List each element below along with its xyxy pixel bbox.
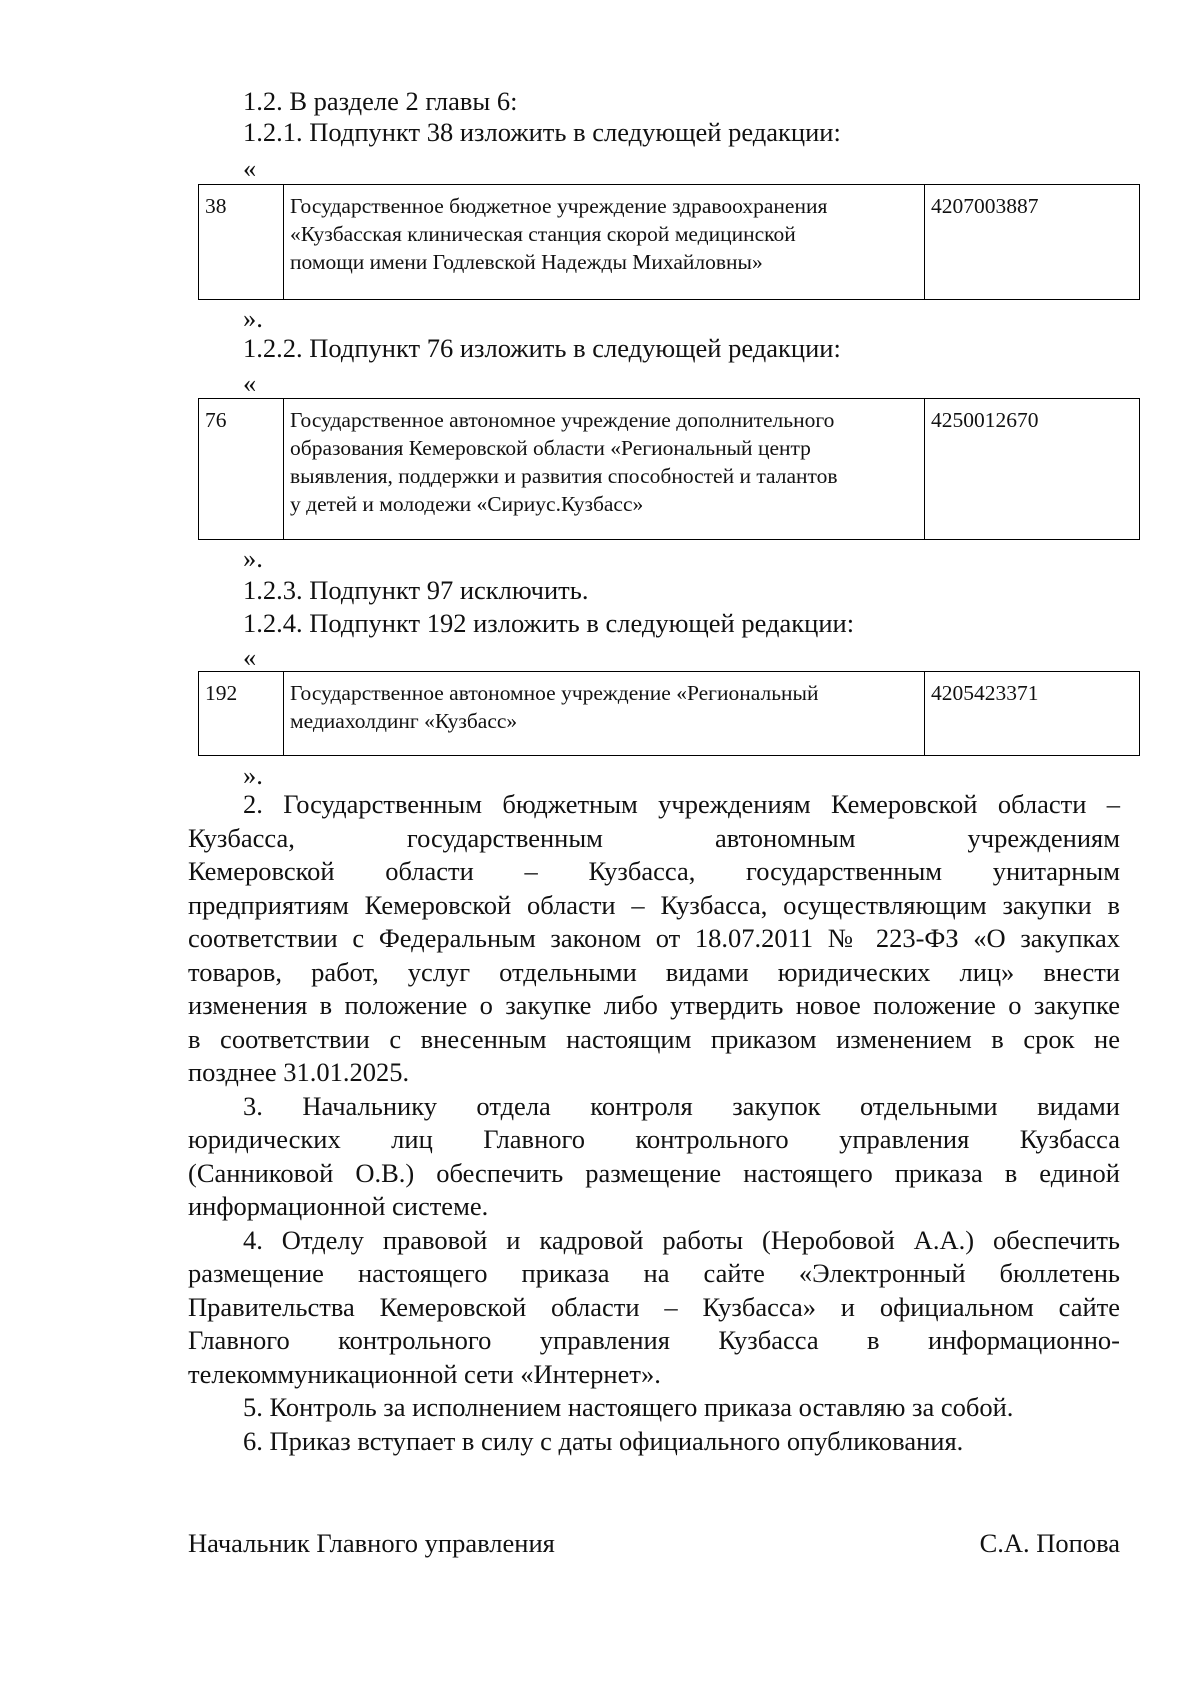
entry-line: «Кузбасская клиническая станция скорой медицинской [290, 222, 796, 246]
paragraph-line: в соответствии с внесенным настоящим приказом изменением в срок не [188, 1023, 1120, 1054]
section-1-2-4: 1.2.4. Подпункт 192 изложить в следующей редакции: [243, 608, 855, 638]
paragraph-line: изменения в положение о закупке либо утвердить новое положение о закупке [188, 990, 1120, 1020]
paragraph-line: Правительства Кемеровской области – Кузбасса» и официальном сайте [188, 1291, 1120, 1322]
paragraph-line: предприятиям Кемеровской области – Кузбасса, осуществляющим закупки в [188, 889, 1120, 920]
section-1-2-2: 1.2.2. Подпункт 76 изложить в следующей редакции: [243, 333, 841, 363]
close-quote: ». [243, 303, 263, 333]
paragraph-line: размещение настоящего приказа на сайте «Электронный бюллетень [188, 1258, 1120, 1288]
entry-table-38 [198, 184, 1140, 300]
paragraph-line: (Санниковой О.В.) обеспечить размещение настоящего приказа в единой [188, 1157, 1120, 1188]
entry-number: 38 [199, 185, 284, 300]
entry-line: выявления, поддержки и развития способностей и талантов [290, 464, 838, 488]
paragraph-line: юридических лиц Главного контрольного управления Кузбасса [188, 1124, 1120, 1154]
signatory-position: Начальник Главного управления [188, 1528, 555, 1558]
paragraph-line: 2. Государственным бюджетным учреждениям Кемеровской области – [243, 789, 1120, 819]
entry-line: медиахолдинг «Кузбасс» [290, 709, 518, 733]
signatory-name: С.А. Попова [979, 1528, 1120, 1558]
paragraph-line: Кемеровской области – Кузбасса, государственным унитарным [188, 856, 1120, 886]
paragraph-line: позднее 31.01.2025. [188, 1057, 410, 1087]
entry-line: помощи имени Годлевской Надежды Михайловны» [290, 250, 763, 274]
open-quote: « [243, 368, 257, 398]
close-quote: ». [243, 760, 263, 790]
paragraph-line: информационной системе. [188, 1191, 489, 1221]
paragraph-2 [188, 788, 1120, 1458]
open-quote: « [243, 153, 257, 183]
entry-table-192 [198, 671, 1140, 756]
section-1-2-1: 1.2.1. Подпункт 38 изложить в следующей редакции: [243, 117, 841, 147]
entry-table-76 [198, 398, 1140, 540]
paragraph-line: товаров, работ, услуг отдельными видами юридических лиц» внести [188, 956, 1120, 987]
paragraph-line: соответствии с Федеральным законом от 18.07.2011 № 223-ФЗ «О закупках [188, 923, 1120, 953]
paragraph-5: 5. Контроль за исполнением настоящего приказа оставляю за собой. [243, 1392, 1014, 1422]
entry-number: 192 [199, 672, 284, 756]
entry-inn: 4207003887 [925, 185, 1140, 300]
open-quote: « [243, 642, 257, 672]
paragraph-line: Кузбасса, государственным автономным учреждениям [188, 822, 1120, 853]
section-1-2-title: 1.2. В разделе 2 главы 6: [243, 86, 518, 116]
entry-inn: 4205423371 [925, 672, 1140, 756]
paragraph-line: 4. Отделу правовой и кадровой работы (Неробовой А.А.) обеспечить [243, 1224, 1120, 1255]
entry-line: Государственное автономное учреждение «Региональный [290, 681, 819, 705]
close-quote: ». [243, 543, 263, 573]
entry-inn: 4250012670 [925, 399, 1140, 540]
paragraph-line: 3. Начальнику отдела контроля закупок отдельными видами [243, 1090, 1120, 1121]
paragraph-line: Главного контрольного управления Кузбасса в информационно- [188, 1325, 1120, 1355]
entry-description [284, 399, 925, 540]
entry-line: у детей и молодежи «Сириус.Кузбасс» [290, 492, 644, 516]
section-1-2-3: 1.2.3. Подпункт 97 исключить. [243, 575, 589, 605]
entry-line: образования Кемеровской области «Региональный центр [290, 436, 811, 460]
paragraph-line: телекоммуникационной сети «Интернет». [188, 1358, 661, 1389]
entry-description [284, 672, 925, 756]
entry-line: Государственное бюджетное учреждение здравоохранения [290, 194, 828, 218]
entry-line: Государственное автономное учреждение дополнительного [290, 408, 835, 432]
paragraph-6: 6. Приказ вступает в силу с даты официального опубликования. [243, 1425, 964, 1456]
entry-number: 76 [199, 399, 284, 540]
entry-description [284, 185, 925, 300]
